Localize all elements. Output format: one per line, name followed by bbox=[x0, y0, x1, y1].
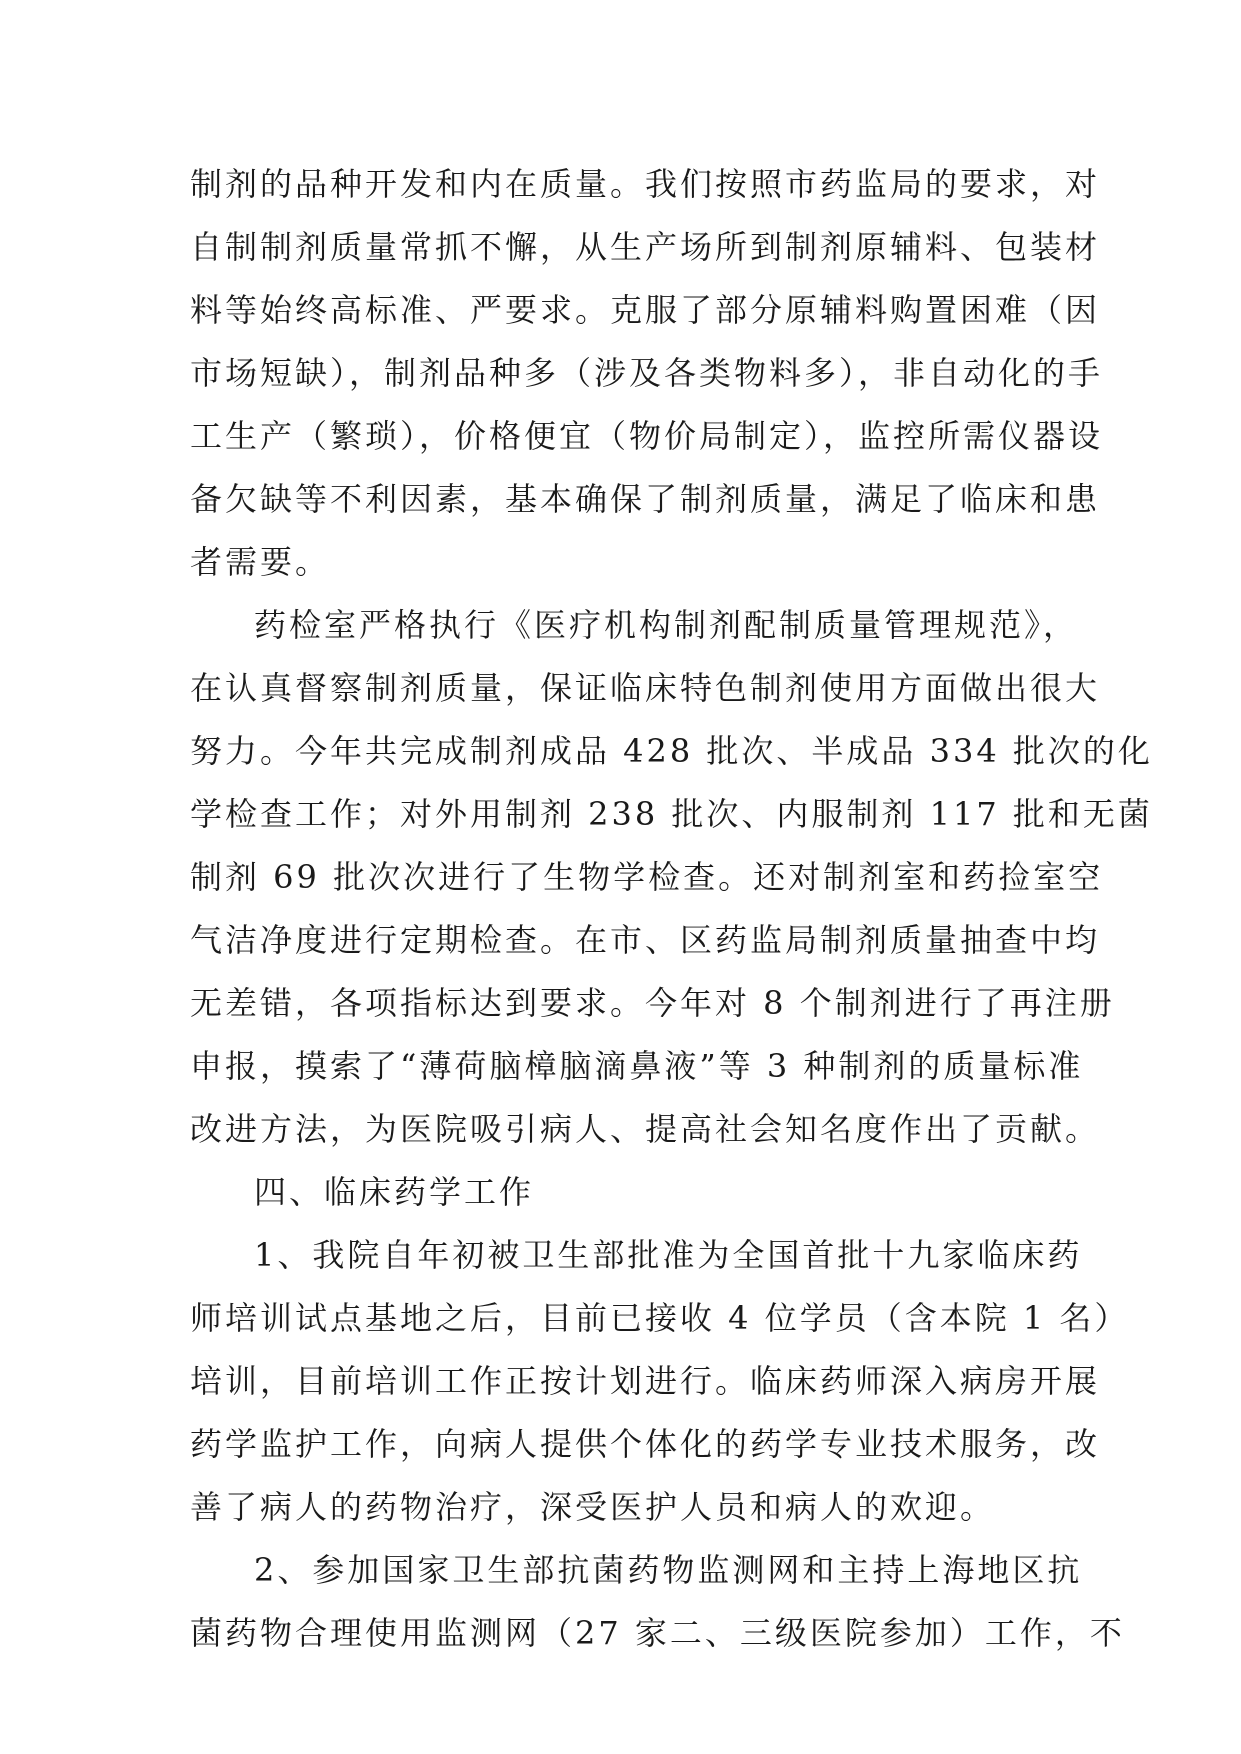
text-line: 申报，摸索了“薄荷脑樟脑滴鼻液”等 3 种制剂的质量标准 bbox=[190, 1047, 1084, 1085]
text-line: 努力。今年共完成制剂成品 428 批次、半成品 334 批次的化 bbox=[190, 732, 1153, 770]
text-line: 学检查工作；对外用制剂 238 批次、内服制剂 117 批和无菌 bbox=[190, 795, 1153, 833]
paragraph-antibacterial-monitoring bbox=[190, 1539, 1125, 1665]
text-line: 制剂 69 批次次进行了生物学检查。还对制剂室和药捡室空 bbox=[190, 858, 1104, 896]
text-line: 药学监护工作，向病人提供个体化的药学专业技术服务，改 bbox=[190, 1425, 1101, 1463]
text-line: 改进方法，为医院吸引病人、提高社会知名度作出了贡献。 bbox=[190, 1110, 1101, 1148]
text-line: 在认真督察制剂质量，保证临床特色制剂使用方面做出很大 bbox=[190, 669, 1101, 707]
text-line: 培训，目前培训工作正按计划进行。临床药师深入病房开展 bbox=[190, 1362, 1101, 1400]
paragraph-quality-control bbox=[190, 153, 1104, 594]
text-line: 料等始终高标准、严要求。克服了部分原辅料购置困难（因 bbox=[190, 291, 1101, 329]
text-line: 1、我院自年初被卫生部批准为全国首批十九家临床药 bbox=[254, 1236, 1083, 1274]
text-line: 市场短缺），制剂品种多（涉及各类物料多），非自动化的手 bbox=[190, 354, 1104, 392]
text-line: 药检室严格执行《医疗机构制剂配制质量管理规范》， bbox=[254, 606, 1079, 644]
text-line: 菌药物合理使用监测网（27 家二、三级医院参加）工作，不 bbox=[190, 1614, 1125, 1652]
text-line: 工生产（繁琐），价格便宜（物价局制定），监控所需仪器设 bbox=[190, 417, 1104, 455]
text-line: 自制制剂质量常抓不懈，从生产场所到制剂原辅料、包装材 bbox=[190, 228, 1101, 266]
section-heading-clinical-pharmacy: 四、临床药学工作 bbox=[254, 1173, 535, 1211]
section-heading bbox=[190, 1161, 1090, 1224]
text-line: 备欠缺等不利因素，基本确保了制剂质量，满足了临床和患 bbox=[190, 480, 1101, 518]
text-line: 2、参加国家卫生部抗菌药物监测网和主持上海地区抗 bbox=[254, 1551, 1083, 1589]
text-line: 善了病人的药物治疗，深受医护人员和病人的欢迎。 bbox=[190, 1488, 996, 1526]
text-line: 气洁净度进行定期检查。在市、区药监局制剂质量抽查中均 bbox=[190, 921, 1101, 959]
paragraph-drug-inspection bbox=[190, 594, 1153, 1161]
text-line: 制剂的品种开发和内在质量。我们按照市药监局的要求，对 bbox=[190, 165, 1101, 203]
paragraph-pharmacist-training bbox=[190, 1224, 1130, 1539]
text-line: 师培训试点基地之后，目前已接收 4 位学员（含本院 1 名） bbox=[190, 1299, 1130, 1337]
text-line: 无差错，各项指标达到要求。今年对 8 个制剂进行了再注册 bbox=[190, 984, 1115, 1022]
document-body bbox=[190, 153, 1153, 1665]
text-line: 者需要。 bbox=[190, 543, 331, 581]
